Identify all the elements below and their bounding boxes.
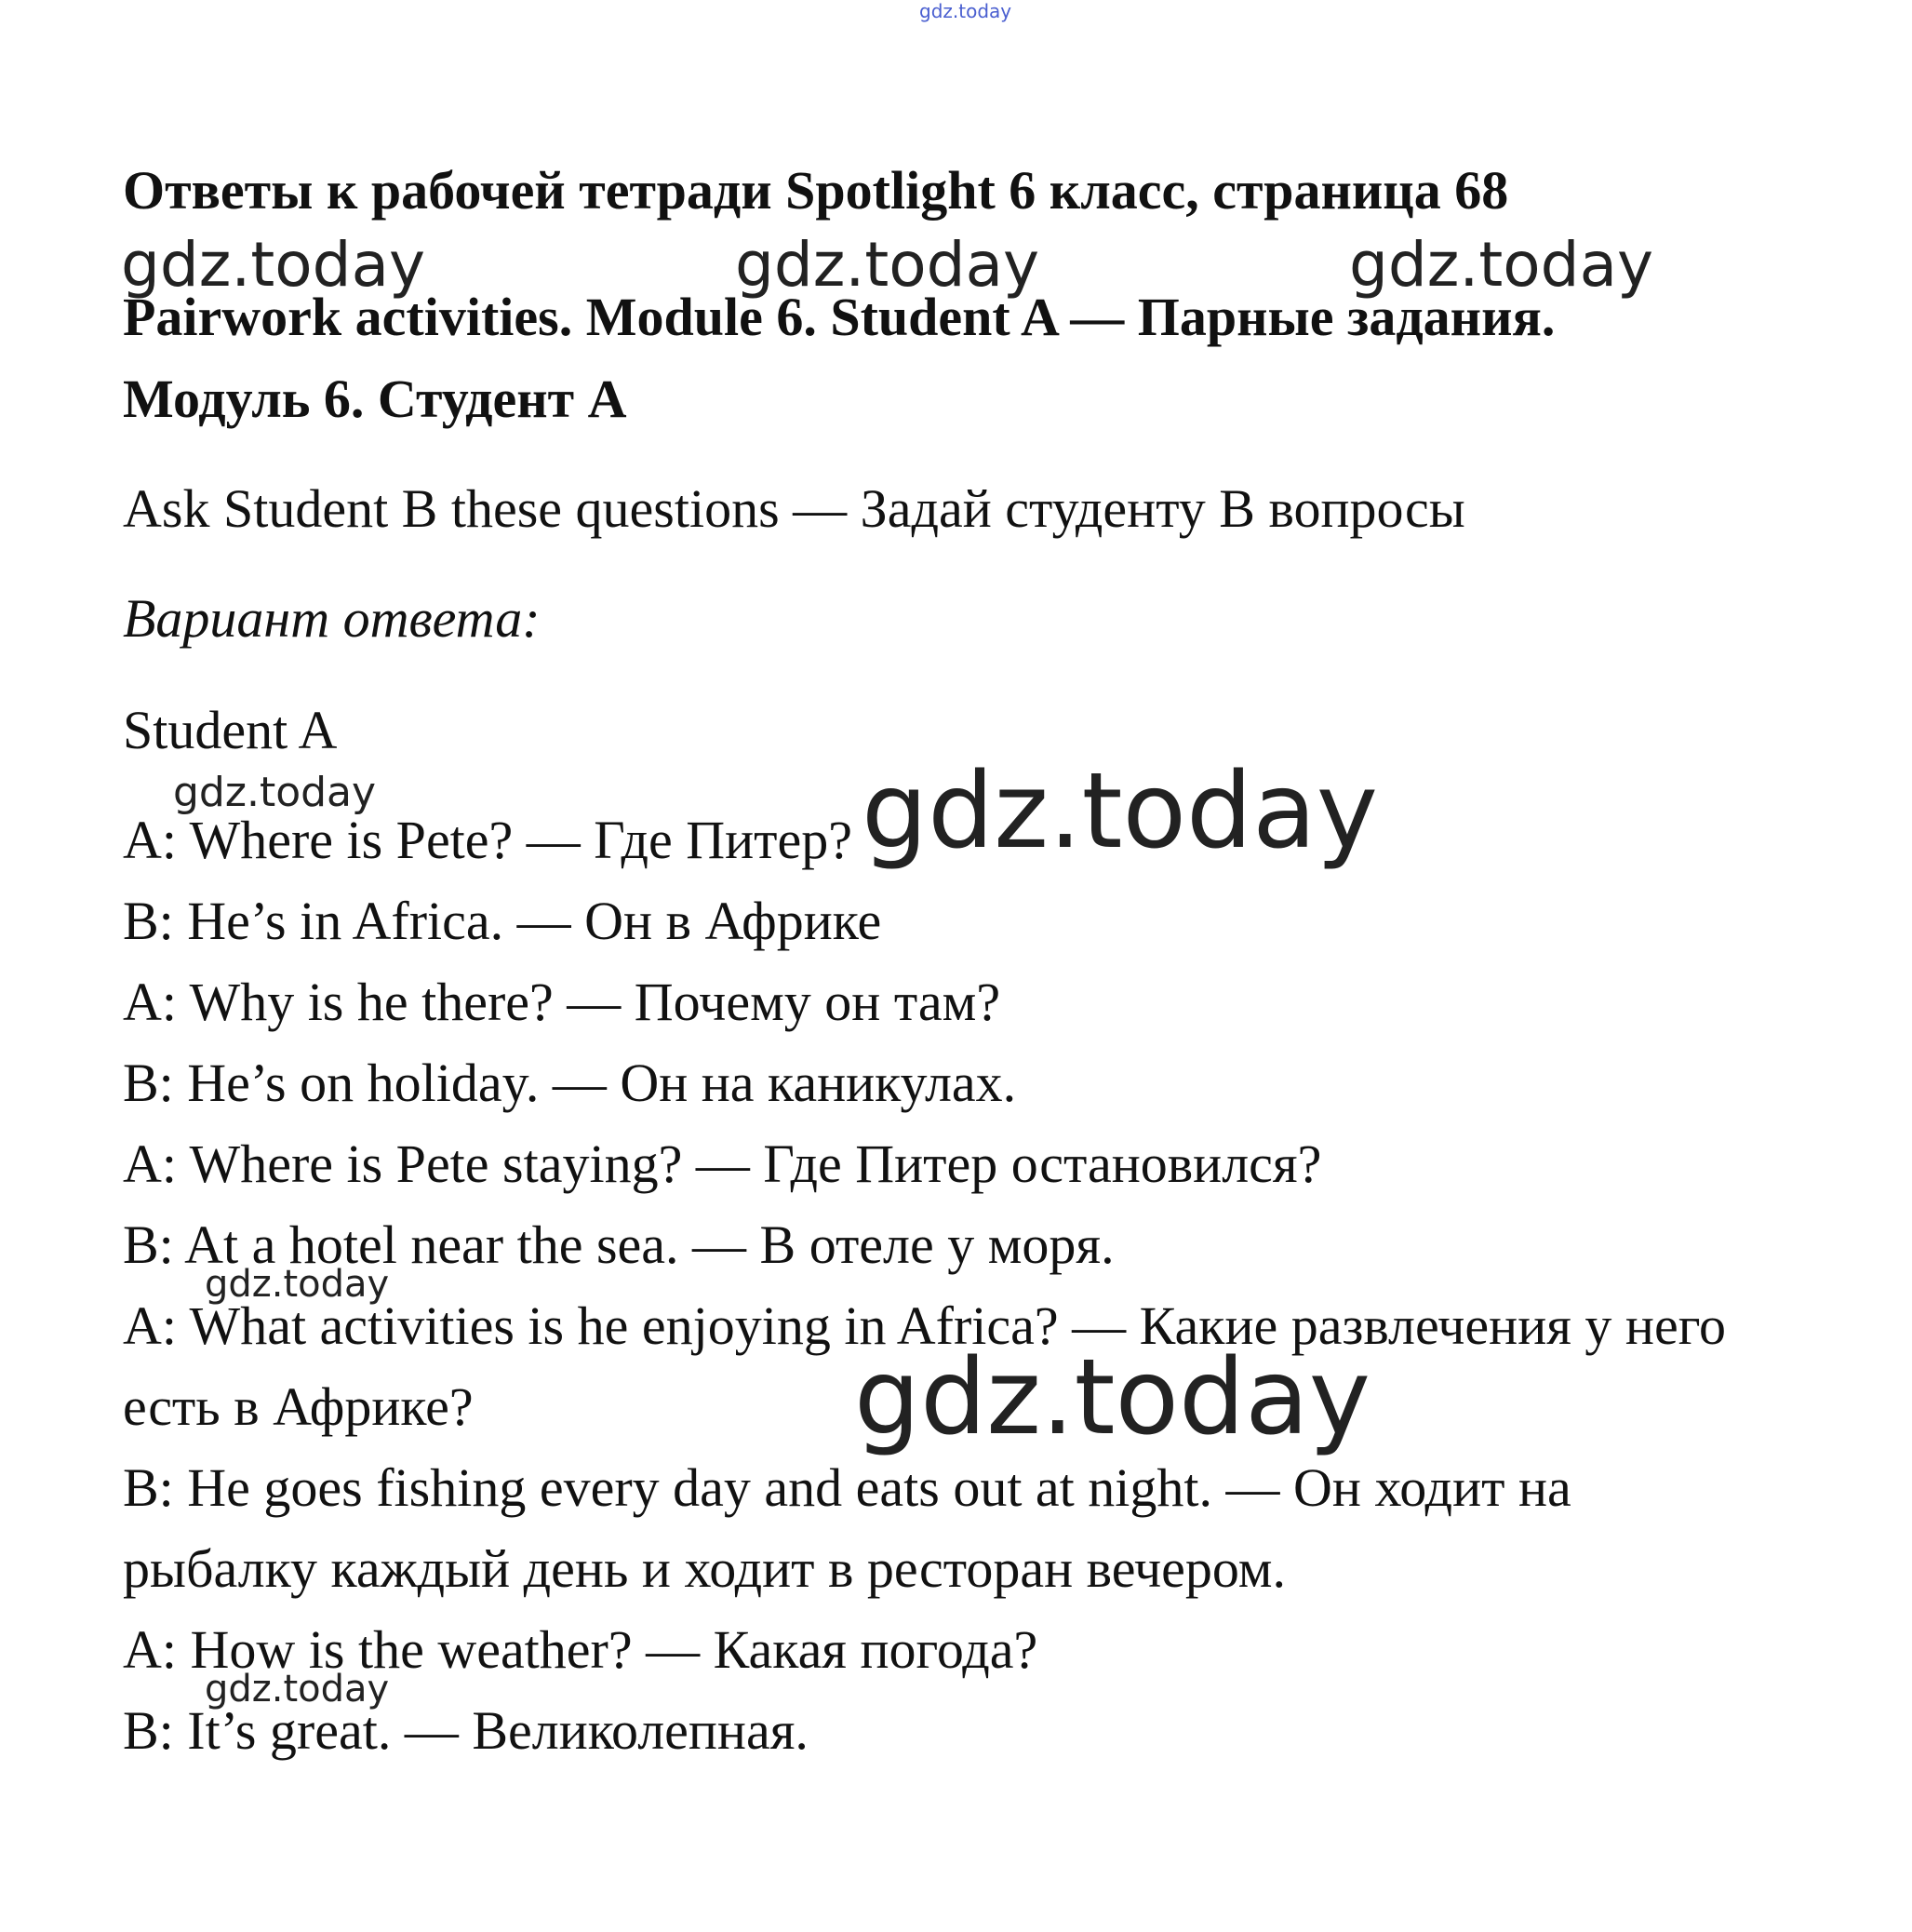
dialogue-line-10: рыбалку каждый день и ходит в ресторан вечером.	[123, 1538, 1287, 1599]
section-heading-line2: Модуль 6. Студент A	[123, 369, 627, 429]
dialogue-line-11: A: How is the weather? — Какая погода?	[123, 1619, 1038, 1680]
dialogue-line-5: A: Where is Pete staying? — Где Питер остановился?	[123, 1134, 1322, 1194]
dialogue-line-2: B: He’s in Africa. — Он в Африке	[123, 891, 882, 951]
watermark-row-left: gdz.today	[121, 229, 426, 301]
section-heading-line1: Pairwork activities. Module 6. Student A — Парные задания.	[123, 287, 1556, 347]
watermark-small-2: gdz.today	[205, 1263, 390, 1306]
dialogue-line-9: B: He goes fishing every day and eats out at night. — Он ходит на	[123, 1457, 1571, 1518]
dialogue-line-4: B: He’s on holiday. — Он на каникулах.	[123, 1053, 1017, 1113]
dialogue-line-8: есть в Африке?	[123, 1376, 474, 1437]
dialogue-line-1: A: Where is Pete? — Где Питер?	[123, 810, 852, 870]
watermark-small-3: gdz.today	[205, 1668, 390, 1711]
student-label: Student A	[123, 700, 338, 760]
variant-label: Вариант ответа:	[123, 588, 541, 649]
watermark-top: gdz.today	[919, 0, 1012, 22]
watermark-small-1: gdz.today	[173, 769, 377, 816]
dialogue-line-3: A: Why is he there? — Почему он там?	[123, 972, 1001, 1032]
watermark-row-center: gdz.today	[735, 229, 1040, 301]
instruction-text: Ask Student B these questions — Задай студенту B вопросы	[123, 478, 1465, 539]
watermark-row-right: gdz.today	[1349, 229, 1654, 301]
dialogue-line-7: A: What activities is he enjoying in Africa? — Какие развлечения у него	[123, 1295, 1727, 1356]
page-title: Ответы к рабочей тетради Spotlight 6 класс, страница 68	[123, 160, 1509, 221]
dialogue-line-6: B: At a hotel near the sea. — В отеле у моря.	[123, 1214, 1115, 1275]
dialogue-line-12: B: It’s great. — Великолепная.	[123, 1700, 809, 1761]
watermark-large-2: gdz.today	[854, 1337, 1371, 1458]
watermark-large-1: gdz.today	[862, 751, 1379, 872]
